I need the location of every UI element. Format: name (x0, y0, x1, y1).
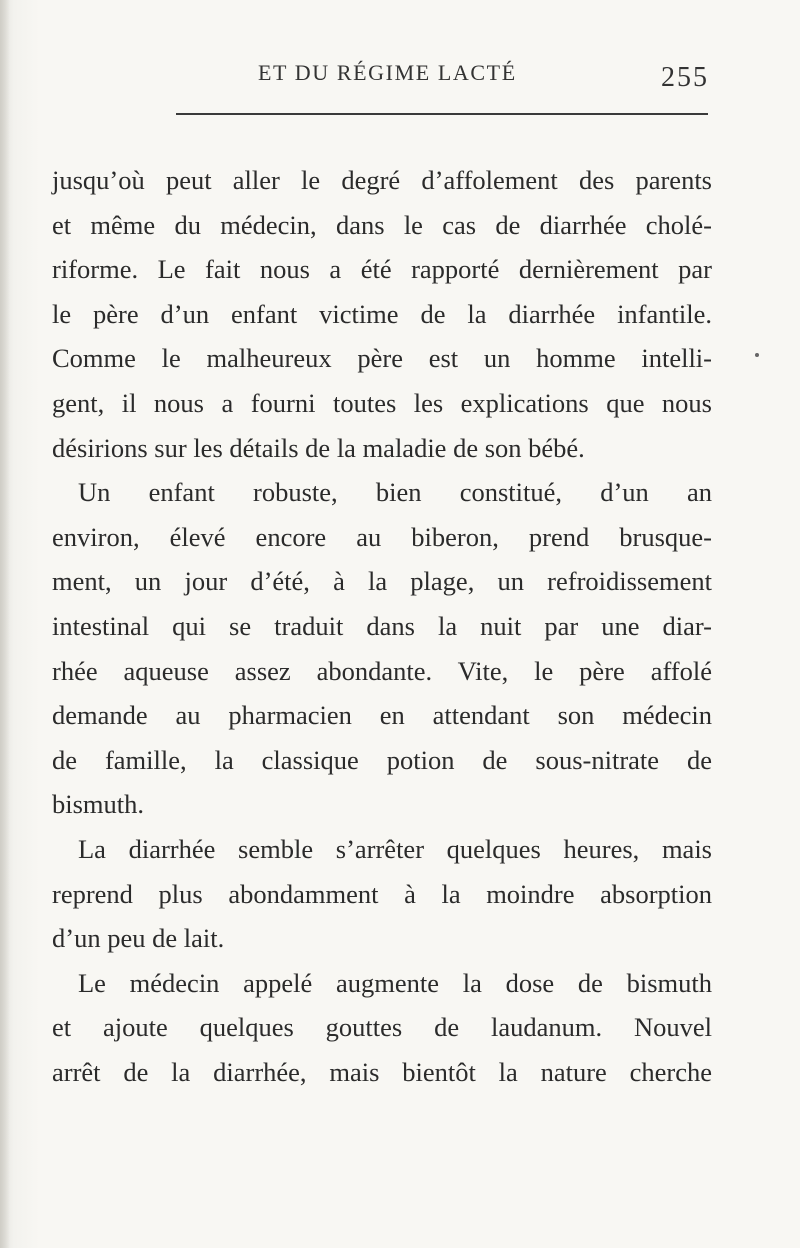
text-line: le père d’un enfant victime de la diarrhée infantile. (52, 298, 712, 329)
text-line: Un enfant robuste, bien constitué, d’un an (78, 477, 712, 508)
text-line: d’un peu de lait. (52, 923, 225, 954)
text-line: de famille, la classique potion de sous-nitrate de (52, 744, 712, 775)
text-line: Le médecin appelé augmente la dose de bismuth (78, 967, 712, 998)
text-line: et même du médecin, dans le cas de diarrhée cholé- (52, 209, 712, 240)
text-line: bismuth. (52, 789, 145, 820)
text-line: environ, élevé encore au biberon, prend brusque- (52, 521, 712, 552)
page-header (0, 60, 800, 96)
text-line: désirions sur les détails de la maladie de son bébé. (52, 432, 585, 463)
body-text (52, 158, 712, 1094)
text-line: intestinal qui se traduit dans la nuit par une diar- (52, 610, 712, 641)
header-rule (176, 113, 708, 115)
text-line: reprend plus abondamment à la moindre absorption (52, 878, 712, 909)
margin-mark (755, 353, 759, 357)
spine-shadow (0, 0, 10, 1248)
text-line: demande au pharmacien en attendant son médecin (52, 700, 712, 731)
text-line: rhée aqueuse assez abondante. Vite, le père affolé (52, 655, 712, 686)
text-line: et ajoute quelques gouttes de laudanum. Nouvel (52, 1012, 712, 1043)
text-line: ment, un jour d’été, à la plage, un refroidissement (52, 566, 712, 597)
running-head: ET DU RÉGIME LACTÉ (258, 60, 517, 85)
text-line: jusqu’où peut aller le degré d’affolement des parents (52, 165, 712, 195)
text-line: arrêt de la diarrhée, mais bientôt la nature cherche (52, 1056, 712, 1087)
text-line: La diarrhée semble s’arrêter quelques heures, mais (78, 833, 712, 864)
text-line: gent, il nous a fourni toutes les explications que nous (52, 387, 712, 418)
text-line: riforme. Le fait nous a été rapporté dernièrement par (52, 254, 712, 285)
text-line: Comme le malheureux père est un homme intelli- (52, 343, 712, 374)
page-number: 255 (661, 62, 709, 93)
